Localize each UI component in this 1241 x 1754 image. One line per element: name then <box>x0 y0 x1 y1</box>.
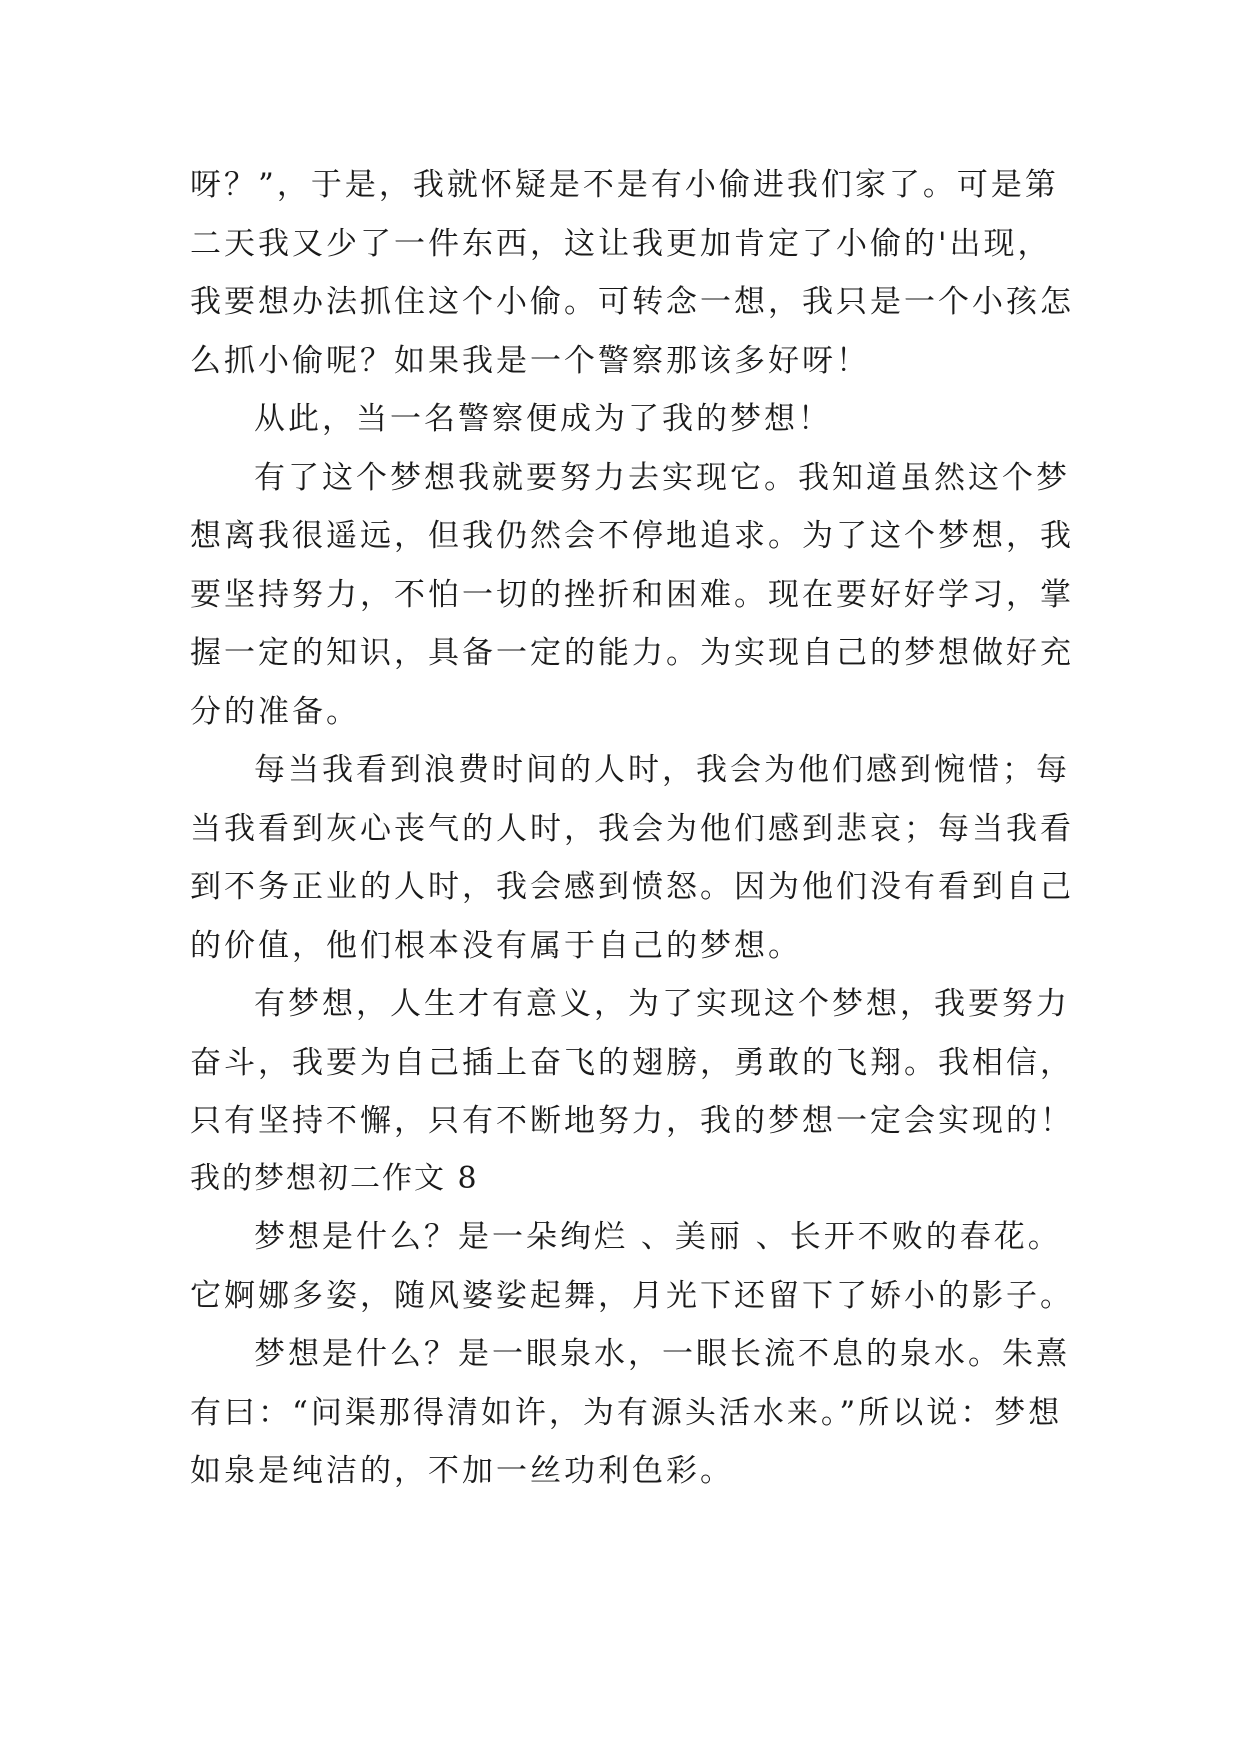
text-line: 每当我看到浪费时间的人时，我会为他们感到惋惜；每 <box>254 752 1070 788</box>
section-heading: 我的梦想初二作文 8 <box>190 1161 479 1196</box>
section-1-body <box>190 156 1074 1151</box>
text-line: 有了这个梦想我就要努力去实现它。我知道虽然这个梦 <box>254 459 1070 496</box>
text-line: 么抓小偷呢？如果我是一个警察那该多好呀！ <box>190 342 870 379</box>
paragraph <box>190 741 1074 975</box>
text-line: 如泉是纯洁的，不加一丝功利色彩。 <box>190 1453 734 1489</box>
paragraph <box>190 1208 1074 1325</box>
text-line: 奋斗，我要为自己插上奋飞的翅膀，勇敢的飞翔。我相信， <box>190 1044 1074 1081</box>
section-2-body <box>190 1208 1074 1501</box>
text-line: 握一定的知识，具备一定的能力。为实现自己的梦想做好充 <box>190 635 1074 671</box>
text-line: 当我看到灰心丧气的人时，我会为他们感到悲哀；每当我看 <box>190 810 1074 847</box>
text-line: 分的准备。 <box>190 693 360 730</box>
text-line: 有梦想，人生才有意义，为了实现这个梦想，我要努力 <box>254 986 1070 1022</box>
text-line: 到不务正业的人时，我会感到愤怒。因为他们没有看到自己 <box>190 869 1074 905</box>
paragraph <box>190 156 1074 390</box>
text-line: 呀？”，于是，我就怀疑是不是有小偷进我们家了。可是第 <box>190 167 1059 203</box>
text-line: 想离我很遥远，但我仍然会不停地追求。为了这个梦想，我 <box>190 518 1074 554</box>
paragraph <box>190 390 1070 449</box>
text-line: 它婀娜多姿，随风婆娑起舞，月光下还留下了娇小的影子。 <box>190 1277 1074 1314</box>
text-line: 有曰：“问渠那得清如许，为有源头活水来。”所以说：梦想 <box>190 1394 1063 1431</box>
text-line: 二天我又少了一件东西，这让我更加肯定了小偷的'出现， <box>190 225 1052 262</box>
paragraph <box>190 975 1074 1151</box>
text-line: 我要想办法抓住这个小偷。可转念一想，我只是一个小孩怎 <box>190 284 1074 320</box>
text-line: 只有坚持不懈，只有不断地努力，我的梦想一定会实现的！ <box>190 1103 1074 1139</box>
paragraph <box>190 1325 1070 1501</box>
text-line: 梦想是什么？是一眼泉水，一眼长流不息的泉水。朱熹 <box>254 1336 1070 1372</box>
paragraph <box>190 449 1074 742</box>
text-line: 的价值，他们根本没有属于自己的梦想。 <box>190 927 802 964</box>
text-line: 要坚持努力，不怕一切的挫折和困难。现在要好好学习，掌 <box>190 576 1074 613</box>
text-line: 梦想是什么？是一朵绚烂 、美丽 、长开不败的春花。 <box>254 1219 1062 1255</box>
text-line: 从此，当一名警察便成为了我的梦想！ <box>254 401 832 437</box>
